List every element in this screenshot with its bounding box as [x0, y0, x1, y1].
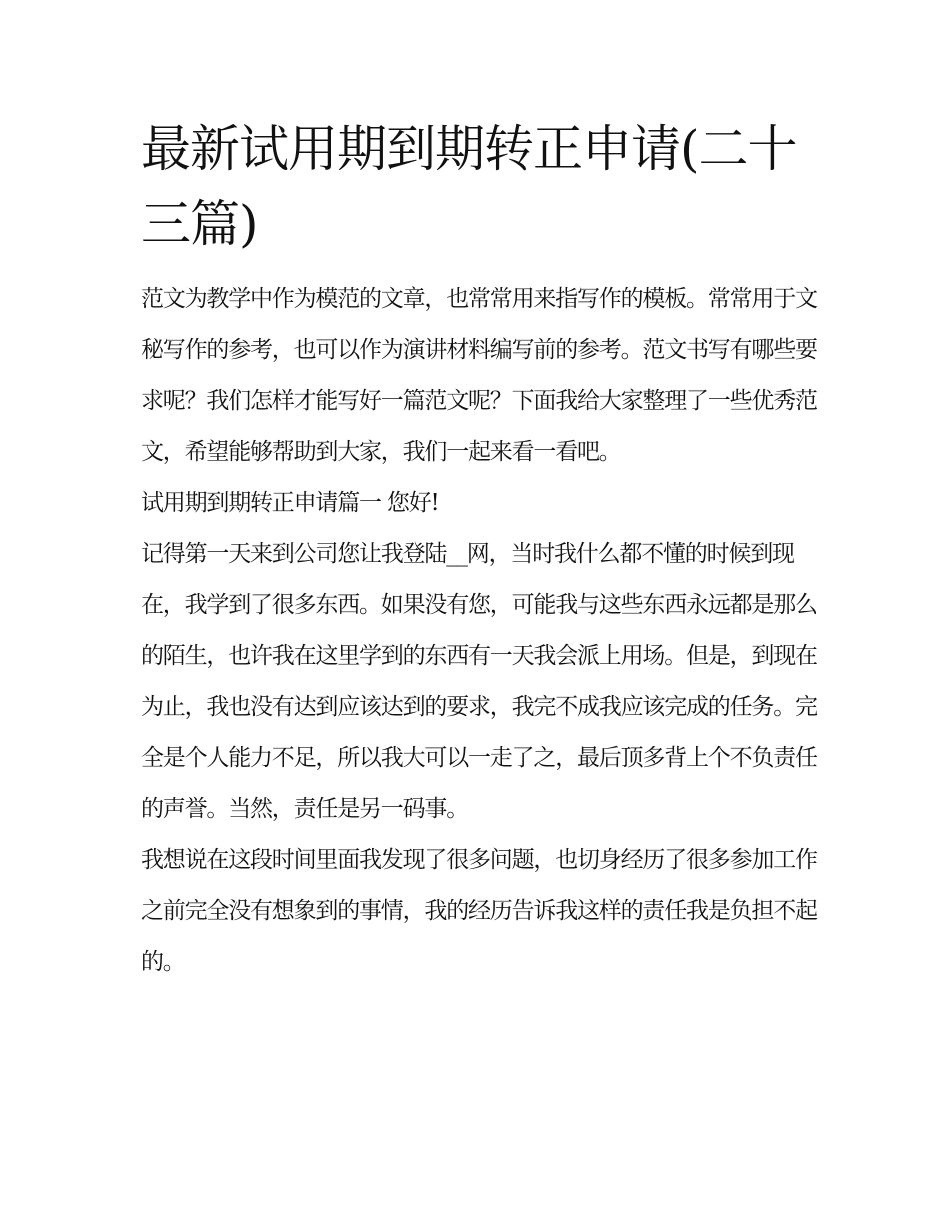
section-heading-paragraph: 试用期到期转正申请篇一 您好!: [141, 490, 439, 516]
document-body: [141, 112, 817, 988]
intro-paragraph: 范文为教学中作为模范的文章，也常常用来指写作的模板。常常用于文秘写作的参考，也可以作为演讲材料编写前的参考。范文书写有哪些要求呢？我们怎样才能写好一篇范文呢？下面我给大家整理了一些优秀范文，希望能够帮助到大家，我们一起来看一看吧。: [141, 286, 817, 465]
body-paragraph: 我想说在这段时间里面我发现了很多问题，也切身经历了很多参加工作之前完全没有想象到的事情，我的经历告诉我这样的责任我是负担不起的。: [141, 847, 817, 975]
document-title: 最新试用期到期转正申请(二十三篇): [141, 120, 797, 253]
body-paragraph: 记得第一天来到公司您让我登陆__网，当时我什么都不懂的时候到现在，我学到了很多东西。如果没有您，可能我与这些东西永远都是那么的陌生，也许我在这里学到的东西有一天我会派上用场。但是，到现在为止，我也没有达到应该达到的要求，我完不成我应该完成的任务。完全是个人能力不足，所以我大可以一走了之，最后顶多背上个不负责任的声誉。当然，责任是另一码事。: [141, 541, 817, 822]
